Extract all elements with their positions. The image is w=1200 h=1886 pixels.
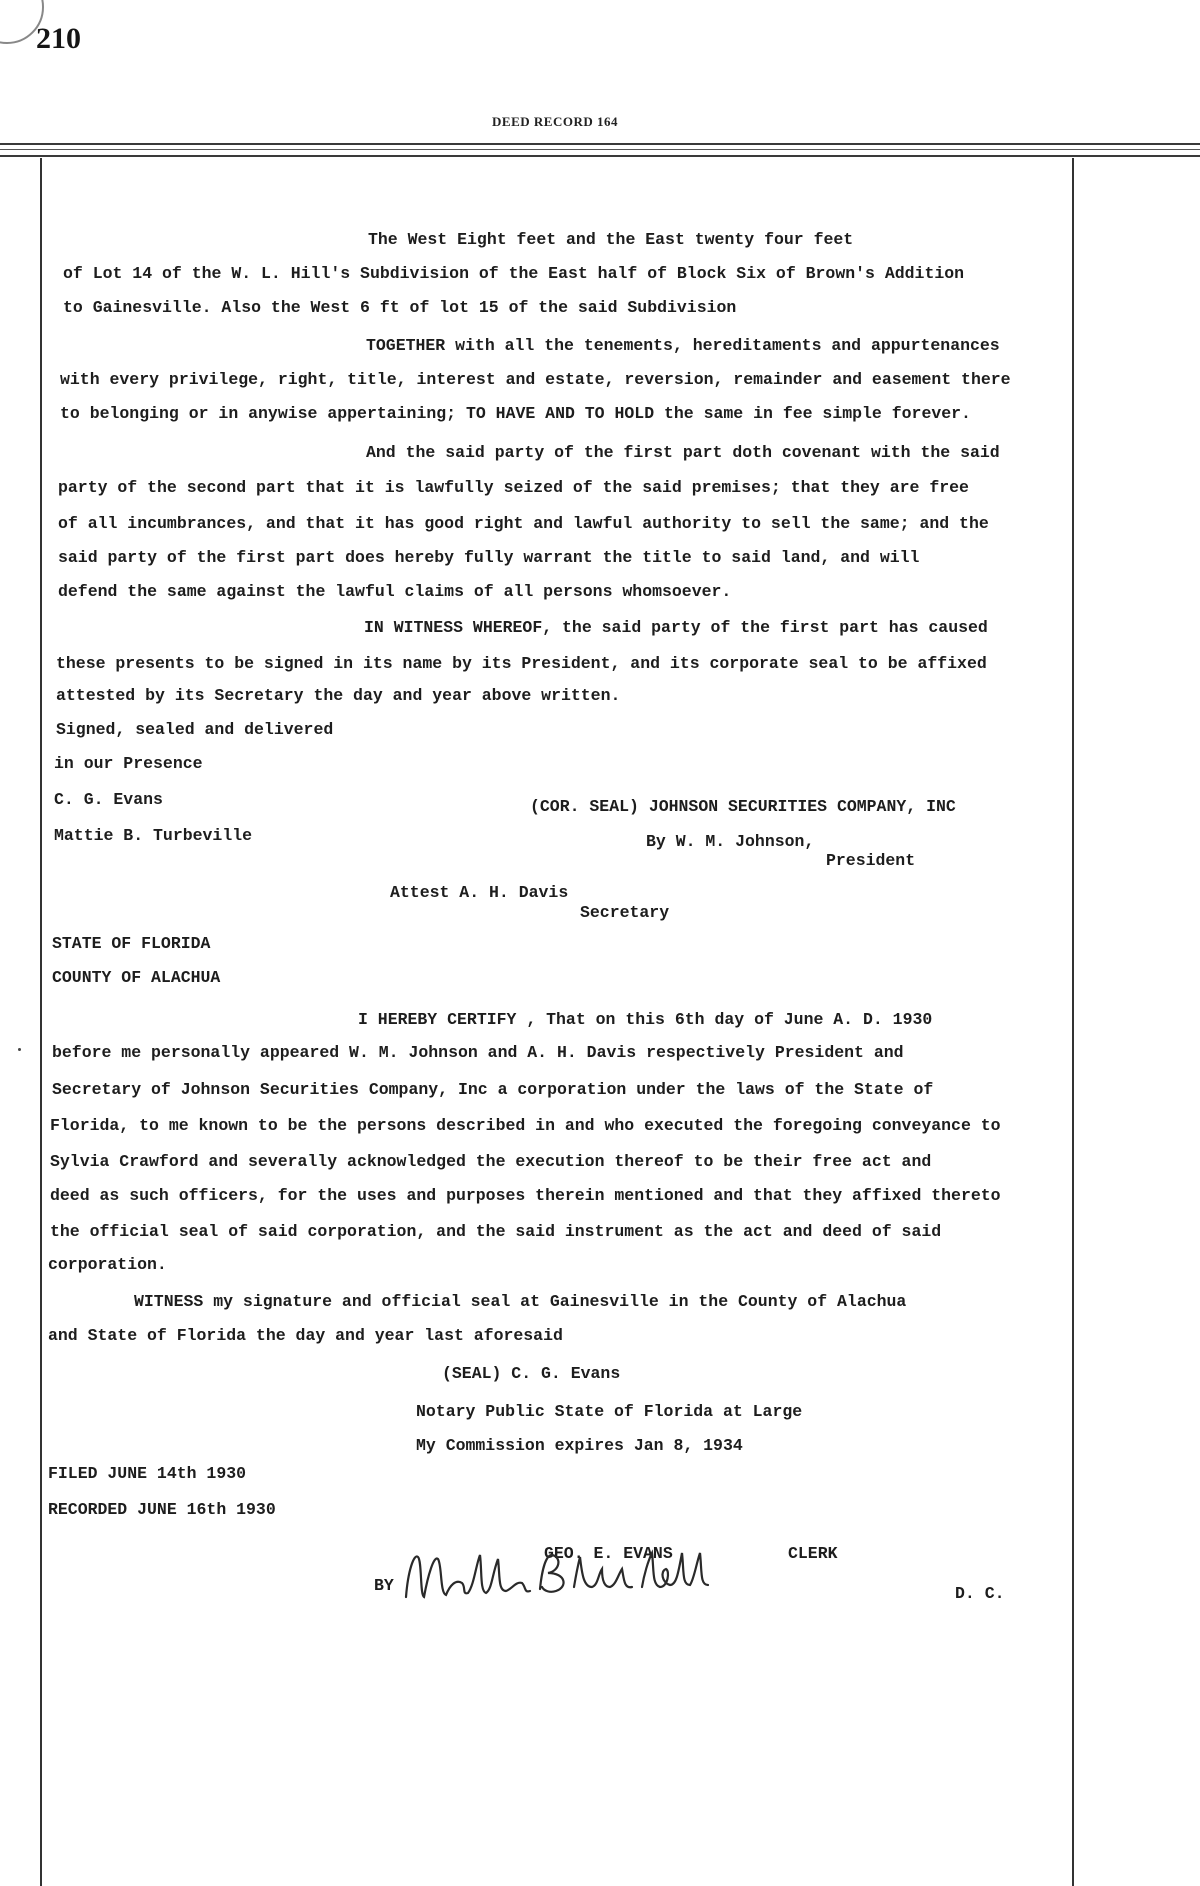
acknowledgment-line: before me personally appeared W. M. Johnson and A. H. Davis respectively President and [52,1043,904,1062]
page-number: 210 [36,22,81,55]
deed-line: party of the second part that it is lawfully seized of the said premises; that they are free [58,478,969,497]
by-label: BY [374,1576,394,1595]
right-margin-rule [1072,158,1074,1886]
deed-line: said party of the first part does hereby fully warrant the title to said land, and will [58,548,920,567]
deed-line: defend the same against the lawful claims of all persons whomsoever. [58,582,732,601]
deed-line: attested by its Secretary the day and year above written. [56,686,621,705]
deed-line: And the said party of the first part doth covenant with the said [366,443,1000,462]
acknowledgment-line: Florida, to me known to be the persons described in and who executed the foregoing conveyance to [50,1116,1001,1135]
acknowledgment-line: the official seal of said corporation, and the said instrument as the act and deed of said [50,1222,942,1241]
recorded-date: RECORDED JUNE 16th 1930 [48,1500,276,1519]
signature-scribble-icon [370,1535,770,1625]
left-margin-rule [40,158,42,1886]
president-title: President [826,851,916,870]
running-head: DEED RECORD 164 [492,114,618,129]
notary-title: Notary Public State of Florida at Large [416,1402,803,1421]
acknowledgment-line: deed as such officers, for the uses and purposes therein mentioned and that they affixed thereto [50,1186,1001,1205]
deed-line: Signed, sealed and delivered [56,720,334,739]
venue-county: COUNTY OF ALACHUA [52,968,221,987]
notary-seal: (SEAL) C. G. Evans [442,1364,621,1383]
header-rule-top [0,143,1200,145]
handwritten-signature [370,1535,770,1625]
notary-commission: My Commission expires Jan 8, 1934 [416,1436,743,1455]
clerk-name: GEO. E. EVANS [544,1544,673,1563]
deed-line: to belonging or in anywise appertaining; TO HAVE AND TO HOLD the same in fee simple forever. [60,404,971,423]
witness-1: C. G. Evans [54,790,163,809]
deed-line: The West Eight feet and the East twenty four feet [368,230,854,249]
header-rule-middle [0,149,1200,150]
margin-dot [18,1048,21,1051]
acknowledgment-line: I HEREBY CERTIFY , That on this 6th day of June A. D. 1930 [358,1010,933,1029]
acknowledgment-line: and State of Florida the day and year last aforesaid [48,1326,563,1345]
deed-line: to Gainesville. Also the West 6 ft of lot 15 of the said Subdivision [63,298,737,317]
deed-line: of all incumbrances, and that it has good right and lawful authority to sell the same; and the [58,514,989,533]
deed-line: in our Presence [54,754,203,773]
acknowledgment-line: WITNESS my signature and official seal at Gainesville in the County of Alachua [134,1292,907,1311]
filed-date: FILED JUNE 14th 1930 [48,1464,247,1483]
acknowledgment-line: corporation. [48,1255,167,1274]
deed-line: TOGETHER with all the tenements, hereditaments and appurtenances [366,336,1000,355]
deputy-clerk-label: D. C. [955,1584,1005,1603]
acknowledgment-line: Secretary of Johnson Securities Company, Inc a corporation under the laws of the State of [52,1080,934,1099]
attest-line: Attest A. H. Davis [390,883,569,902]
acknowledgment-line: Sylvia Crawford and severally acknowledged the execution thereof to be their free act and [50,1152,932,1171]
deed-line: with every privilege, right, title, interest and estate, reversion, remainder and easement there [60,370,1011,389]
deed-line: of Lot 14 of the W. L. Hill's Subdivision of the East half of Block Six of Brown's Addition [63,264,965,283]
venue-state: STATE OF FLORIDA [52,934,211,953]
deed-line: IN WITNESS WHEREOF, the said party of the first part has caused [364,618,988,637]
secretary-title: Secretary [580,903,670,922]
grantor-seal: (COR. SEAL) JOHNSON SECURITIES COMPANY, INC [530,797,956,816]
witness-2: Mattie B. Turbeville [54,826,253,845]
president-signature: By W. M. Johnson, [646,832,815,851]
deed-line: these presents to be signed in its name by its President, and its corporate seal to be affixed [56,654,987,673]
clerk-title: CLERK [788,1544,838,1563]
header-rule-bottom [0,155,1200,157]
